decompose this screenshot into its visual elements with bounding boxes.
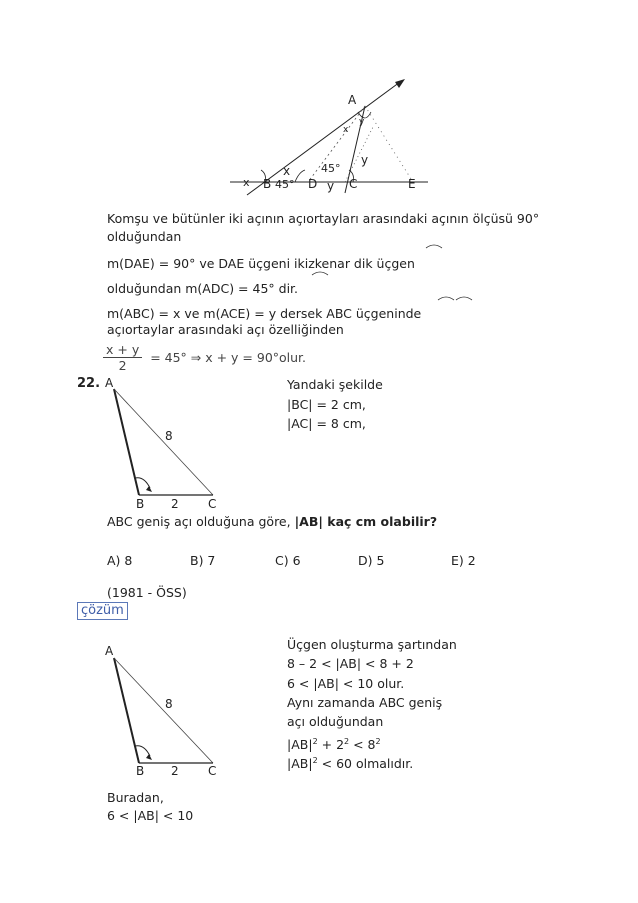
solution-triangle	[100, 642, 230, 778]
solution-line-1: Üçgen oluşturma şartından	[287, 637, 457, 652]
bisector-ae	[365, 106, 413, 182]
label-c: C	[349, 177, 358, 191]
label-x-a1: x	[343, 125, 349, 135]
label-d: D	[308, 177, 318, 191]
arc-mark-dae	[426, 245, 442, 248]
option-a[interactable]: A) 8	[107, 553, 133, 568]
label-y-a1: y	[359, 117, 365, 127]
stem-bold: |AB| kaç cm olabilir?	[294, 514, 438, 529]
angle-arc-d	[295, 170, 305, 182]
formula-numerator: x + y	[103, 342, 142, 358]
arc-arrow	[146, 486, 152, 492]
stem-plain: ABC geniş açı olduğuna göre,	[107, 514, 291, 529]
option-c[interactable]: C) 6	[275, 553, 301, 568]
conclusion-2: 6 < |AB| < 10	[107, 808, 194, 823]
question-number: 22.	[77, 376, 101, 391]
solution-line-2: 8 – 2 < |AB| < 8 + 2	[287, 656, 414, 671]
arc-mark-abc	[438, 297, 454, 300]
side-ac	[114, 658, 213, 763]
formula-denominator: 2	[118, 358, 127, 373]
solution-line-5: açı olduğundan	[287, 714, 384, 729]
solution-line-4: Aynı zamanda ABC geniş	[287, 695, 443, 710]
side-ab	[114, 658, 139, 763]
proof-line-1b: olduğundan	[107, 229, 182, 244]
conclusion-1: Buradan,	[107, 790, 164, 805]
side-ac	[114, 389, 213, 495]
option-d[interactable]: D) 5	[358, 553, 385, 568]
arrowhead	[395, 79, 405, 88]
solution-line-7: $|AB|^2 < 60$ olmalıdır.	[287, 756, 414, 771]
label-45-b: 45°	[275, 178, 295, 191]
length-ac: 8	[165, 429, 173, 443]
option-b[interactable]: B) 7	[190, 553, 216, 568]
solution-line-6: $|AB|^2 + 2^2 < 8^2$	[287, 737, 381, 752]
side-ab	[114, 389, 139, 495]
proof-line-1a: Komşu ve bütünler iki açının açıortayları arasındaki açının ölçüsü 90°	[107, 211, 540, 226]
label-45-d: 45°	[321, 162, 341, 175]
proof-line-2: m(DAE) = 90° ve DAE üçgeni ikizkenar dik üçgen	[107, 256, 415, 271]
label-x-upper: x	[283, 164, 291, 178]
solution-badge: çözüm	[77, 602, 128, 620]
question-triangle	[100, 374, 230, 510]
length-ac: 8	[165, 697, 173, 711]
vertex-b: B	[136, 497, 145, 510]
formula	[103, 342, 306, 373]
length-bc: 2	[171, 497, 179, 510]
label-y-right: y	[361, 153, 369, 167]
arc-mark-ace	[456, 297, 472, 300]
vertex-c: C	[208, 497, 217, 510]
formula-rest: = 45° ⇒ x + y = 90°olur.	[150, 350, 307, 365]
option-e[interactable]: E) 2	[451, 553, 476, 568]
angle-marks	[420, 244, 490, 306]
given-2: |BC| = 2 cm,	[287, 397, 366, 412]
label-y-lower: y	[327, 179, 335, 193]
question-stem	[107, 514, 437, 530]
arc-mark-adc-svg	[310, 268, 330, 278]
bisector-figure	[225, 72, 435, 197]
vertex-a: A	[105, 644, 114, 658]
label-a: A	[348, 93, 357, 107]
label-e: E	[408, 177, 416, 191]
proof-line-3: olduğundan m(ADC) = 45° dir.	[107, 281, 299, 296]
proof-line-4a: m(ABC) = x ve m(ACE) = y dersek ABC üçgeninde	[107, 306, 422, 321]
given-3: |AC| = 8 cm,	[287, 416, 366, 431]
arc-arrow	[146, 754, 152, 760]
vertex-b: B	[136, 764, 145, 778]
given-1: Yandaki şekilde	[287, 377, 383, 392]
vertex-c: C	[208, 764, 217, 778]
vertex-a: A	[105, 376, 114, 390]
length-bc: 2	[171, 764, 179, 778]
label-b: B	[263, 177, 272, 191]
label-x-left: x	[243, 176, 250, 189]
question-source: (1981 - ÖSS)	[107, 585, 187, 600]
solution-line-3: 6 < |AB| < 10 olur.	[287, 676, 405, 691]
proof-line-4b: açıortaylar arasındaki açı özelliğinden	[107, 322, 344, 337]
